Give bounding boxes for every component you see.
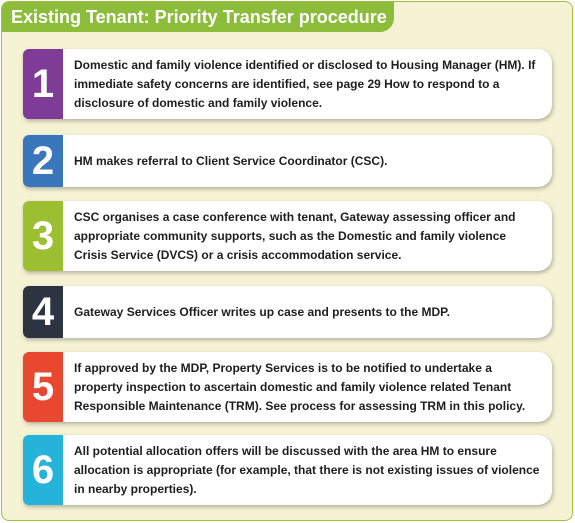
step-1 [23,49,552,119]
step-4 [23,286,552,338]
page-title: Existing Tenant: Priority Transfer procedure [2,2,394,32]
step-number-4: 4 [23,286,63,338]
step-text-1: Domestic and family violence identified or disclosed to Housing Manager (HM). If immediate safety concerns are identified, see page 29 How to respond to a disclosure of domestic and family violence. [63,49,552,119]
step-number-2: 2 [23,135,63,187]
step-text-6: All potential allocation offers will be discussed with the area HM to ensure allocation is appropriate (for example, that there is not existing issues of violence in nearby properties). [63,435,552,505]
step-text-4: Gateway Services Officer writes up case and presents to the MDP. [63,286,552,338]
step-number-5: 5 [23,352,63,422]
step-2 [23,135,552,187]
step-number-3: 3 [23,201,63,271]
procedure-panel [1,1,573,521]
step-text-5: If approved by the MDP, Property Services is to be notified to undertake a property inspection to ascertain domestic and family violence related Tenant Responsible Maintenance (TRM). See process for assessing TRM in this policy. [63,352,552,422]
step-3 [23,201,552,271]
step-number-6: 6 [23,435,63,505]
step-text-2: HM makes referral to Client Service Coordinator (CSC). [63,135,552,187]
step-number-1: 1 [23,49,63,119]
step-6 [23,435,552,505]
step-5 [23,352,552,422]
step-text-3: CSC organises a case conference with tenant, Gateway assessing officer and appropriate community supports, such as the Domestic and family violence Crisis Service (DVCS) or a crisis accommodation service. [63,201,552,271]
